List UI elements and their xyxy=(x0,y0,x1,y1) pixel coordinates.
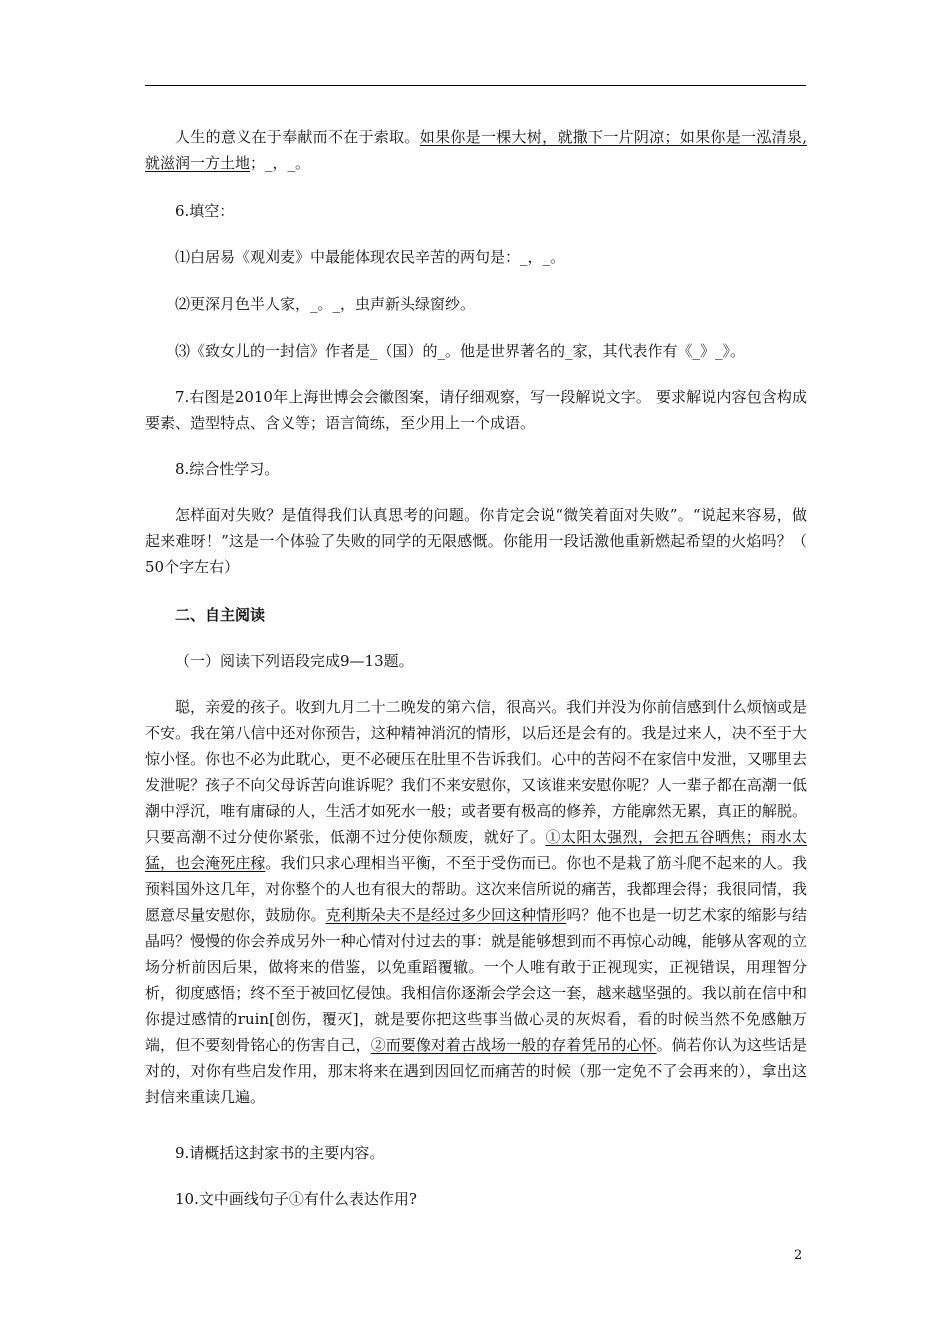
header-rule xyxy=(145,85,806,86)
question-6-item-1: ⑴白居易《观刈麦》中最能体现农民辛苦的两句是：_，_。 xyxy=(175,248,566,266)
underlined-sentence-christophe: 克利斯朵夫不是经过多少回这种情形 xyxy=(325,906,567,924)
passage-text-2: 。我们只求心理相当平衡，不至于受伤而已。你也不是栽了筋斗爬不起来的人。我预料国外这几年，对你整个的人也有很大的帮助。这次来信所说的痛苦，我都理会得；我很同情，我愿意尽量安慰你，鼓励你。 xyxy=(145,854,807,924)
question-6-item-2: ⑵更深月色半人家，_。_，虫声新头绿窗纱。 xyxy=(175,295,476,313)
question-6-title: 6.填空： xyxy=(175,202,235,220)
underlined-sentence-1: ①太阳太强烈，会把五谷晒焦；雨水太猛，也会淹死庄稼 xyxy=(145,828,807,872)
reading-passage xyxy=(145,694,807,1110)
passage-text-4: 。倘若你认为这些话是对的，对你有些启发作用，那末将来在遇到因回忆而痛苦的时候（那一定免不了会再来的），拿出这封信来重读几遍。 xyxy=(145,1036,807,1106)
paragraph-intro xyxy=(145,124,807,176)
page-number: 2 xyxy=(794,1248,803,1263)
intro-text: 人生的意义在于奉献而不在于索取。 xyxy=(175,128,420,146)
passage-text-1: 聪，亲爱的孩子。收到九月二十二晚发的第六信，很高兴。我们并没为你前信感到什么烦恼或是不安。我在第八信中还对你预告，这种精神消沉的情形，以后还是会有的。我是过来人，决不至于大惊小怪。你也不必为此耽心，更不必硬压在肚里不告诉我们。心中的苦闷不在家信中发泄，又哪里去发泄呢？孩子不向父母诉苦向谁诉呢？我们不来安慰你，又该谁来安慰你呢？人一辈子都在高潮一低潮中浮沉，唯有庸碌的人，生活才如死水一般；或者要有极高的修养，方能廓然无累，真正的解脱。只要高潮不过分使你紧张，低潮不过分使你颓废，就好了。 xyxy=(145,698,807,846)
fill-blanks: ；_，_。 xyxy=(250,154,311,172)
question-6-item-3: ⑶《致女儿的一封信》作者是_（国）的_。他是世界著名的_家，其代表作有《_》_》。 xyxy=(175,342,746,360)
underlined-sentence-2: ②而要像对着古战场一般的存着凭吊的心怀 xyxy=(370,1036,657,1054)
passage-text-3: 吗？他不也是一切艺术家的缩影与结晶吗？慢慢的你会养成另外一种心情对付过去的事：就是能够想到而不再惊心动魄，能够从客观的立场分析前因后果，做将来的借鉴，以免重蹈覆辙。一个人唯有敢于正视现实，正视错误，用理智分析，彻度感悟；终不至于被回忆侵蚀。我相信你逐渐会学会这一套，越来越坚强的。我以前在信中和你提过感情的ruin[创伤，覆灭]，就是要你把这些事当做心灵的灰烬看，看的时候当然不免感触万端，但不要刻骨铭心的伤害自己， xyxy=(145,906,807,1054)
question-9: 9.请概括这封家书的主要内容。 xyxy=(175,1144,385,1162)
section-heading: 二、自主阅读 xyxy=(175,606,266,624)
question-8-title: 8.综合性学习。 xyxy=(175,460,280,478)
question-10: 10.文中画线句子①有什么表达作用? xyxy=(175,1190,417,1208)
reading-instruction: （一）阅读下列语段完成9—13题。 xyxy=(175,652,414,670)
underlined-sentence: 如果你是一棵大树，就撒下一片阴凉；如果你是一泓清泉,就滋润一方土地 xyxy=(145,128,807,172)
question-7: 7.右图是2010年上海世博会会徽图案，请仔细观察，写一段解说文字。 要求解说内容包含构成要素、造型特点、含义等；语言简练，至少用上一个成语。 xyxy=(145,388,807,432)
question-8-body: 怎样面对失败？是值得我们认真思考的问题。你肯定会说“微笑着面对失败”。“说起来容易，做起来难呀！”这是一个体验了失败的同学的无限感慨。你能用一段话激他重新燃起希望的火焰吗？（ 50个字左右） xyxy=(145,506,807,576)
